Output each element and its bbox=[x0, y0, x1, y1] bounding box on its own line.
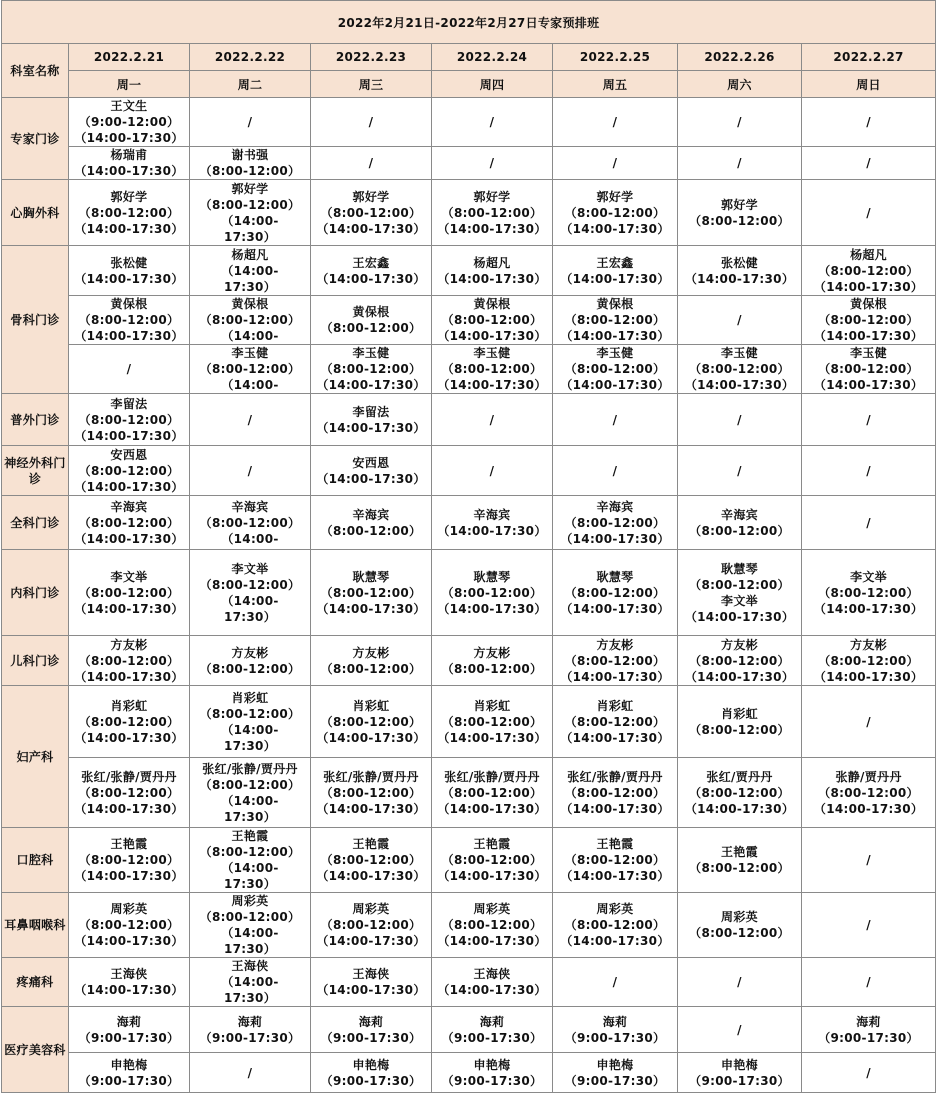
schedule-cell: 王宏鑫 （14:00-17:30） bbox=[553, 246, 678, 296]
schedule-cell: 黄保根 （8:00-12:00） （14:00-17:30） bbox=[553, 296, 678, 345]
schedule-cell: / bbox=[432, 147, 553, 180]
schedule-cell: 张静/贾丹丹 （8:00-12:00） （14:00-17:30） bbox=[802, 758, 936, 828]
schedule-cell: 辛海宾 （8:00-12:00） bbox=[311, 496, 432, 550]
schedule-title: 2022年2月21日-2022年2月27日专家预排班 bbox=[2, 1, 936, 44]
schedule-cell: / bbox=[802, 828, 936, 893]
schedule-cell: / bbox=[678, 98, 802, 147]
schedule-cell: 李玉健 （8:00-12:00） （14:00-17:30） bbox=[311, 345, 432, 394]
schedule-row bbox=[2, 828, 936, 893]
schedule-cell: / bbox=[802, 98, 936, 147]
schedule-cell: 肖彩虹 （8:00-12:00） （14:00-17:30） bbox=[311, 686, 432, 758]
schedule-cell: 安西恩 （14:00-17:30） bbox=[311, 446, 432, 496]
weekday-header: 周日 bbox=[802, 71, 936, 98]
schedule-cell: 海莉 （9:00-17:30） bbox=[69, 1007, 190, 1053]
schedule-cell: 方友彬 （8:00-12:00） bbox=[190, 636, 311, 686]
schedule-cell: 王艳霞 （8:00-12:00） （14:00-17:30） bbox=[311, 828, 432, 893]
schedule-cell: 方友彬 （8:00-12:00） （14:00-17:30） bbox=[553, 636, 678, 686]
schedule-cell: 王宏鑫 （14:00-17:30） bbox=[311, 246, 432, 296]
schedule-cell: 申艳梅 （9:00-17:30） bbox=[553, 1053, 678, 1093]
schedule-cell: 耿慧琴 （8:00-12:00） （14:00-17:30） bbox=[432, 550, 553, 636]
schedule-cell: 郭好学 （8:00-12:00） bbox=[678, 180, 802, 246]
schedule-cell: / bbox=[190, 446, 311, 496]
schedule-cell: 辛海宾 （8:00-12:00） （14:00-17:30） bbox=[69, 496, 190, 550]
department-name: 医疗美容科 bbox=[2, 1007, 69, 1093]
schedule-cell: 海莉 （9:00-17:30） bbox=[432, 1007, 553, 1053]
schedule-cell: 李玉健 （8:00-12:00） （14:00-17:30） bbox=[678, 345, 802, 394]
schedule-cell: 李玉健 （8:00-12:00） （14:00-17:30） bbox=[432, 345, 553, 394]
schedule-cell: / bbox=[553, 394, 678, 446]
date-header: 2022.2.21 bbox=[69, 44, 190, 71]
schedule-cell: / bbox=[678, 296, 802, 345]
schedule-row bbox=[2, 394, 936, 446]
schedule-row bbox=[2, 98, 936, 147]
department-name: 耳鼻咽喉科 bbox=[2, 893, 69, 958]
schedule-cell: 王艳霞 （8:00-12:00） （14:00-17:30） bbox=[553, 828, 678, 893]
date-header: 2022.2.24 bbox=[432, 44, 553, 71]
schedule-row bbox=[2, 636, 936, 686]
weekday-header: 周二 bbox=[190, 71, 311, 98]
schedule-cell: 李文举 （8:00-12:00） （14:00-17:30） bbox=[69, 550, 190, 636]
schedule-cell: 王艳霞 （8:00-12:00） （14:00-17:30） bbox=[432, 828, 553, 893]
schedule-cell: 张红/张静/贾丹丹 （8:00-12:00） （14:00-17:30） bbox=[432, 758, 553, 828]
schedule-cell: 辛海宾 （8:00-12:00） bbox=[678, 496, 802, 550]
schedule-cell: 周彩英 （8:00-12:00） bbox=[678, 893, 802, 958]
schedule-cell: 李文举 （8:00-12:00） （14:00-17:30） bbox=[802, 550, 936, 636]
schedule-cell: / bbox=[678, 147, 802, 180]
schedule-cell: 郭好学 （8:00-12:00） （14:00- 17:30） bbox=[190, 180, 311, 246]
schedule-cell: 李玉健 （8:00-12:00） （14:00-17:30） bbox=[802, 345, 936, 394]
schedule-cell: 肖彩虹 （8:00-12:00） （14:00- 17:30） bbox=[190, 686, 311, 758]
date-header: 2022.2.25 bbox=[553, 44, 678, 71]
schedule-cell: 黄保根 （8:00-12:00） （14:00- bbox=[190, 296, 311, 345]
date-header: 2022.2.27 bbox=[802, 44, 936, 71]
schedule-cell: 安西恩 （8:00-12:00） （14:00-17:30） bbox=[69, 446, 190, 496]
schedule-cell: / bbox=[69, 345, 190, 394]
weekday-header: 周三 bbox=[311, 71, 432, 98]
schedule-row bbox=[2, 147, 936, 180]
schedule-table bbox=[1, 0, 936, 1093]
department-name: 妇产科 bbox=[2, 686, 69, 828]
schedule-cell: 周彩英 （8:00-12:00） （14:00-17:30） bbox=[69, 893, 190, 958]
schedule-row bbox=[2, 446, 936, 496]
schedule-cell: 王海侠 （14:00-17:30） bbox=[69, 958, 190, 1007]
dept-name-header: 科室名称 bbox=[2, 44, 69, 98]
schedule-cell: 方友彬 （8:00-12:00） （14:00-17:30） bbox=[678, 636, 802, 686]
department-name: 骨科门诊 bbox=[2, 246, 69, 394]
schedule-cell: 杨超凡 （14:00-17:30） bbox=[432, 246, 553, 296]
schedule-row bbox=[2, 246, 936, 296]
schedule-cell: 杨超凡 （8:00-12:00） （14:00-17:30） bbox=[802, 246, 936, 296]
schedule-cell: / bbox=[802, 1053, 936, 1093]
schedule-cell: / bbox=[553, 147, 678, 180]
schedule-cell: 黄保根 （8:00-12:00） （14:00-17:30） bbox=[69, 296, 190, 345]
schedule-row bbox=[2, 758, 936, 828]
schedule-cell: 李玉健 （8:00-12:00） （14:00-17:30） bbox=[553, 345, 678, 394]
date-header: 2022.2.26 bbox=[678, 44, 802, 71]
schedule-cell: 申艳梅 （9:00-17:30） bbox=[69, 1053, 190, 1093]
schedule-row bbox=[2, 958, 936, 1007]
schedule-row bbox=[2, 1007, 936, 1053]
schedule-cell: 王海侠 （14:00-17:30） bbox=[432, 958, 553, 1007]
schedule-cell: 周彩英 （8:00-12:00） （14:00-17:30） bbox=[553, 893, 678, 958]
schedule-cell: / bbox=[311, 147, 432, 180]
date-header: 2022.2.23 bbox=[311, 44, 432, 71]
weekday-header: 周四 bbox=[432, 71, 553, 98]
schedule-cell: 方友彬 （8:00-12:00） （14:00-17:30） bbox=[802, 636, 936, 686]
schedule-cell: 黄保根 （8:00-12:00） bbox=[311, 296, 432, 345]
date-header: 2022.2.22 bbox=[190, 44, 311, 71]
schedule-cell: / bbox=[802, 958, 936, 1007]
schedule-cell: / bbox=[678, 1007, 802, 1053]
schedule-cell: 李文举 （8:00-12:00） （14:00- 17:30） bbox=[190, 550, 311, 636]
schedule-cell: / bbox=[553, 446, 678, 496]
schedule-cell: 方友彬 （8:00-12:00） bbox=[311, 636, 432, 686]
schedule-cell: 杨超凡 （14:00- 17:30） bbox=[190, 246, 311, 296]
schedule-cell: 王艳霞 （8:00-12:00） （14:00- 17:30） bbox=[190, 828, 311, 893]
schedule-cell: 李留法 （14:00-17:30） bbox=[311, 394, 432, 446]
schedule-row bbox=[2, 345, 936, 394]
department-name: 疼痛科 bbox=[2, 958, 69, 1007]
schedule-cell: 海莉 （9:00-17:30） bbox=[190, 1007, 311, 1053]
department-name: 口腔科 bbox=[2, 828, 69, 893]
schedule-cell: 张松健 （14:00-17:30） bbox=[678, 246, 802, 296]
schedule-cell: 肖彩虹 （8:00-12:00） （14:00-17:30） bbox=[553, 686, 678, 758]
department-name: 神经外科门诊 bbox=[2, 446, 69, 496]
weekday-header: 周六 bbox=[678, 71, 802, 98]
weekday-header: 周一 bbox=[69, 71, 190, 98]
schedule-cell: 申艳梅 （9:00-17:30） bbox=[311, 1053, 432, 1093]
schedule-cell: 王海侠 （14:00-17:30） bbox=[311, 958, 432, 1007]
schedule-cell: / bbox=[678, 394, 802, 446]
schedule-cell: 张红/贾丹丹 （8:00-12:00） （14:00-17:30） bbox=[678, 758, 802, 828]
schedule-cell: 肖彩虹 （8:00-12:00） bbox=[678, 686, 802, 758]
schedule-cell: 张红/张静/贾丹丹 （8:00-12:00） （14:00- 17:30） bbox=[190, 758, 311, 828]
schedule-cell: 方友彬 （8:00-12:00） bbox=[432, 636, 553, 686]
schedule-cell: / bbox=[678, 958, 802, 1007]
schedule-cell: 李玉健 （8:00-12:00） （14:00- bbox=[190, 345, 311, 394]
schedule-cell: / bbox=[802, 394, 936, 446]
schedule-cell: 杨瑞甫 （14:00-17:30） bbox=[69, 147, 190, 180]
schedule-cell: / bbox=[432, 394, 553, 446]
schedule-cell: 辛海宾 （8:00-12:00） （14:00- bbox=[190, 496, 311, 550]
schedule-cell: 海莉 （9:00-17:30） bbox=[802, 1007, 936, 1053]
schedule-cell: 辛海宾 （8:00-12:00） （14:00-17:30） bbox=[553, 496, 678, 550]
department-name: 心胸外科 bbox=[2, 180, 69, 246]
schedule-cell: 黄保根 （8:00-12:00） （14:00-17:30） bbox=[432, 296, 553, 345]
schedule-row bbox=[2, 550, 936, 636]
department-name: 普外门诊 bbox=[2, 394, 69, 446]
schedule-row bbox=[2, 1053, 936, 1093]
schedule-cell: 耿慧琴 （8:00-12:00） （14:00-17:30） bbox=[553, 550, 678, 636]
schedule-cell: 黄保根 （8:00-12:00） （14:00-17:30） bbox=[802, 296, 936, 345]
schedule-cell: 海莉 （9:00-17:30） bbox=[311, 1007, 432, 1053]
department-name: 专家门诊 bbox=[2, 98, 69, 180]
schedule-cell: / bbox=[311, 98, 432, 147]
schedule-cell: / bbox=[190, 98, 311, 147]
schedule-cell: / bbox=[190, 394, 311, 446]
schedule-cell: 郭好学 （8:00-12:00） （14:00-17:30） bbox=[311, 180, 432, 246]
schedule-cell: 张红/张静/贾丹丹 （8:00-12:00） （14:00-17:30） bbox=[69, 758, 190, 828]
schedule-cell: / bbox=[802, 496, 936, 550]
department-name: 全科门诊 bbox=[2, 496, 69, 550]
schedule-cell: 王文生 （9:00-12:00） （14:00-17:30） bbox=[69, 98, 190, 147]
schedule-cell: 王艳霞 （8:00-12:00） bbox=[678, 828, 802, 893]
schedule-cell: 李留法 （8:00-12:00） （14:00-17:30） bbox=[69, 394, 190, 446]
weekday-header: 周五 bbox=[553, 71, 678, 98]
schedule-cell: 张红/张静/贾丹丹 （8:00-12:00） （14:00-17:30） bbox=[553, 758, 678, 828]
schedule-cell: / bbox=[190, 1053, 311, 1093]
schedule-cell: 郭好学 （8:00-12:00） （14:00-17:30） bbox=[553, 180, 678, 246]
schedule-cell: 张红/张静/贾丹丹 （8:00-12:00） （14:00-17:30） bbox=[311, 758, 432, 828]
schedule-row bbox=[2, 893, 936, 958]
schedule-cell: 耿慧琴 （8:00-12:00） 李文举 （14:00-17:30） bbox=[678, 550, 802, 636]
schedule-cell: / bbox=[802, 686, 936, 758]
schedule-cell: / bbox=[432, 446, 553, 496]
schedule-cell: 方友彬 （8:00-12:00） （14:00-17:30） bbox=[69, 636, 190, 686]
schedule-cell: 辛海宾 （14:00-17:30） bbox=[432, 496, 553, 550]
schedule-cell: / bbox=[802, 180, 936, 246]
schedule-row bbox=[2, 496, 936, 550]
schedule-cell: / bbox=[802, 893, 936, 958]
department-name: 儿科门诊 bbox=[2, 636, 69, 686]
schedule-cell: 肖彩虹 （8:00-12:00） （14:00-17:30） bbox=[432, 686, 553, 758]
schedule-cell: 王艳霞 （8:00-12:00） （14:00-17:30） bbox=[69, 828, 190, 893]
schedule-cell: 海莉 （9:00-17:30） bbox=[553, 1007, 678, 1053]
schedule-cell: / bbox=[802, 446, 936, 496]
department-name: 内科门诊 bbox=[2, 550, 69, 636]
schedule-cell: 郭好学 （8:00-12:00） （14:00-17:30） bbox=[69, 180, 190, 246]
schedule-cell: 周彩英 （8:00-12:00） （14:00- 17:30） bbox=[190, 893, 311, 958]
schedule-cell: 谢书强 （8:00-12:00） bbox=[190, 147, 311, 180]
schedule-cell: / bbox=[553, 958, 678, 1007]
schedule-row bbox=[2, 686, 936, 758]
schedule-cell: 申艳梅 （9:00-17:30） bbox=[432, 1053, 553, 1093]
schedule-row bbox=[2, 296, 936, 345]
schedule-cell: 周彩英 （8:00-12:00） （14:00-17:30） bbox=[432, 893, 553, 958]
schedule-cell: / bbox=[432, 98, 553, 147]
schedule-cell: / bbox=[678, 446, 802, 496]
schedule-cell: / bbox=[802, 147, 936, 180]
schedule-row bbox=[2, 180, 936, 246]
schedule-cell: / bbox=[553, 98, 678, 147]
schedule-cell: 张松健 （14:00-17:30） bbox=[69, 246, 190, 296]
schedule-cell: 周彩英 （8:00-12:00） （14:00-17:30） bbox=[311, 893, 432, 958]
schedule-cell: 郭好学 （8:00-12:00） （14:00-17:30） bbox=[432, 180, 553, 246]
schedule-cell: 申艳梅 （9:00-17:30） bbox=[678, 1053, 802, 1093]
schedule-cell: 肖彩虹 （8:00-12:00） （14:00-17:30） bbox=[69, 686, 190, 758]
schedule-cell: 王海侠 （14:00- 17:30） bbox=[190, 958, 311, 1007]
schedule-cell: 耿慧琴 （8:00-12:00） （14:00-17:30） bbox=[311, 550, 432, 636]
